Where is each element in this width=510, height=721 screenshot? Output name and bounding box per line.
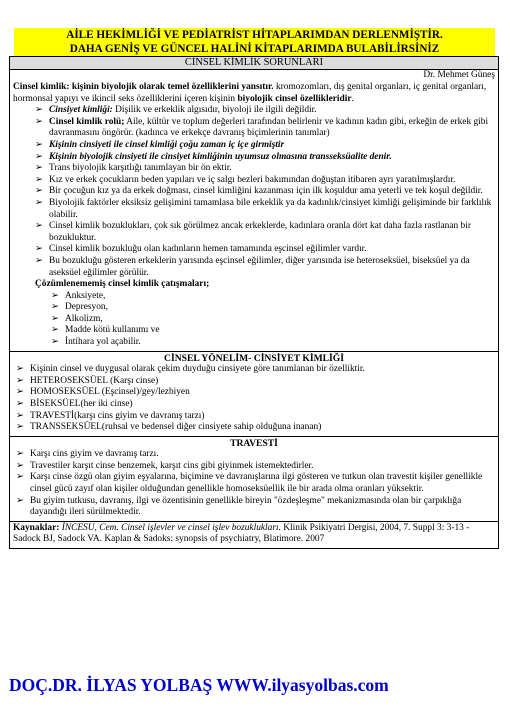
banner-line-1: AİLE HEKİMLİĞİ VE PEDİATRİST HİTAPLARIMDAN DERLENMİŞTİR. <box>66 29 443 41</box>
arrow-bullet-icon: ➢ <box>51 290 59 301</box>
arrow-bullet-icon: ➢ <box>35 197 43 208</box>
list-item <box>13 175 495 187</box>
list-item <box>13 449 495 461</box>
item-text: Travestiler karşıt cinse benzemek, karşıt cins gibi giyinmek istemektedirler. <box>30 460 314 471</box>
item-text: Bu giyim tutkusu, davranış, ilgi ve özentisinin genellikle bireyin "özdeşleşme" mekanizmasında olan bir çarpıklığa dayandığı ileri sürülmektedir. <box>30 495 462 518</box>
arrow-bullet-icon: ➢ <box>16 410 24 421</box>
sources-label: Kaynaklar: <box>13 522 60 533</box>
author-name: Dr. Mehmet Güneş <box>423 70 495 80</box>
arrow-bullet-icon: ➢ <box>51 302 59 313</box>
arrow-bullet-icon: ➢ <box>16 364 24 375</box>
list-item <box>13 105 495 117</box>
item-text: Biyolojik faktörler eksiksiz gelişimini tamamlasa bile erkeklik ya da kadınlık/cinsiyet kimliği gelişiminde bir farklılık olabilir. <box>49 197 492 220</box>
item-text: Alkolizm, <box>65 313 103 324</box>
arrow-bullet-icon: ➢ <box>35 116 43 127</box>
item-text: Karşı cinse özgü olan giyim eşyalarına, biçimine ve davranışlarına ilgi gösteren ve tutkun olan travestit kişiler genellikle cinsel gücü zayıf olan kişiler olduğundan genellikle homoseksüellik ile bir arada olma oranları yüksektir. <box>30 472 483 494</box>
item-text: Kişinin cinsel ve duygusal olarak çekim duyduğu cinsiyete göre tanımlanan bir özelliktir. <box>30 364 365 375</box>
item-text: Karşı cins giyim ve davranış tarzı. <box>30 449 159 460</box>
conflicts-title: Çözümlenememiş cinsel kimlik çatışmaları; <box>35 279 210 290</box>
sources-row <box>10 522 498 548</box>
item-text: Kız ve erkek çocukların beden yapıları ve iç salgı bezleri bakımından doğuştan itibaren ayrı yaratılmışlardır. <box>49 174 456 185</box>
sources-text: Klinik Psikiyatri Dergisi, 2004, 7. Suppl 3: 3-13 - Sadock BJ, Sadock VA. Kaplan & Sadoks: synopsis of psychiatry, Blatimore. 2007 <box>13 522 470 545</box>
list-item <box>13 244 495 256</box>
arrow-bullet-icon: ➢ <box>35 151 43 162</box>
list-item <box>13 256 495 279</box>
item-text: Dişilik ve erkeklik algısıdır, biyoloji ile ilgili değildir. <box>112 105 317 116</box>
section1-body <box>10 70 498 352</box>
section-title-travesti: TRAVESTİ <box>230 437 278 449</box>
arrow-bullet-icon: ➢ <box>35 139 43 150</box>
header-banner <box>14 28 495 56</box>
item-bold: Cinsiyet kimliği: <box>49 105 113 116</box>
list-item <box>13 496 495 519</box>
arrow-bullet-icon: ➢ <box>16 387 24 398</box>
arrow-bullet-icon: ➢ <box>16 449 24 460</box>
list-item <box>13 221 495 244</box>
section1-content <box>10 81 498 351</box>
section3-list <box>13 449 495 519</box>
arrow-bullet-icon: ➢ <box>16 398 24 409</box>
item-text: Anksiyete, <box>65 290 106 301</box>
section2-list <box>13 364 495 434</box>
list-item <box>13 387 495 399</box>
list-item <box>13 461 495 473</box>
item-text: İntihara yol açabilir. <box>65 337 141 348</box>
list-item <box>13 422 495 434</box>
arrow-bullet-icon: ➢ <box>51 313 59 324</box>
arrow-bullet-icon: ➢ <box>35 105 43 116</box>
list-item <box>13 325 495 337</box>
intro-text: kromozomları, dış genital organları, iç genital organları, hormonsal yapıyı ve ikincil seks özelliklerini içeren kişinin <box>13 82 487 104</box>
section-title-cinsel-kimlik: CİNSEL KİMLİK SORUNLARI <box>10 57 498 70</box>
arrow-bullet-icon: ➢ <box>35 163 43 174</box>
arrow-bullet-icon: ➢ <box>51 337 59 348</box>
arrow-bullet-icon: ➢ <box>16 375 24 386</box>
item-text: TRAVESTİ(karşı cins giyim ve davranış tarzı) <box>30 410 205 421</box>
item-text: BİSEKSÜEL(her iki cinse) <box>30 398 133 409</box>
list-item <box>13 314 495 326</box>
list-item <box>13 364 495 376</box>
arrow-bullet-icon: ➢ <box>35 174 43 185</box>
section2-body <box>10 352 498 437</box>
intro-paragraph <box>13 82 495 105</box>
list-item <box>13 411 495 423</box>
item-text: Madde kötü kullanımı ve <box>65 325 160 336</box>
intro-bold: Cinsel kimlik: kişinin biyolojik olarak temel özelliklerini yansıtır. <box>13 82 274 92</box>
list-item <box>13 302 495 314</box>
banner-line-2: DAHA GENİŞ VE GÜNCEL HALİNİ KİTAPLARIMDA BULABİLİRSİNİZ <box>69 43 440 55</box>
arrow-bullet-icon: ➢ <box>16 460 24 471</box>
intro-end: . <box>351 93 354 104</box>
arrow-bullet-icon: ➢ <box>35 186 43 197</box>
item-text: Bir çocuğun kız ya da erkek doğması, cinsel kimliğini kazanması için ilk koşuldur ama yeterli ve tek koşul değildir. <box>49 186 483 197</box>
item-text: Kişinin biyolojik cinsiyeti ile cinsiyet kimliğinin uyumsuz olmasına transseksüalite denir. <box>49 151 392 162</box>
list-item <box>13 163 495 175</box>
sources-italic: İNCESU, Cem. Cinsel işlevler ve cinsel işlev bozuklukları. <box>59 522 281 533</box>
arrow-bullet-icon: ➢ <box>35 221 43 232</box>
arrow-bullet-icon: ➢ <box>16 495 24 506</box>
item-text: TRANSSEKSÜEL(ruhsal ve bedensel diğer cinsiyete sahip olduğuna inanan) <box>30 422 322 433</box>
item-text: HETEROSEKSÜEL (Karşı cinse) <box>30 375 159 386</box>
list-item <box>13 337 495 349</box>
list-item <box>13 117 495 140</box>
arrow-bullet-icon: ➢ <box>16 472 24 483</box>
conflicts-list <box>13 291 495 349</box>
list-item <box>13 198 495 221</box>
footer-signature: DOÇ.DR. İLYAS YOLBAŞ WWW.ilyasyolbas.com <box>9 675 389 695</box>
item-text: Cinsel kimlik bozuklukları, çok sık görülmez ancak erkeklerde, kadınlara oranla dört kat daha fazla rastlanan bir bozukluktur. <box>49 221 471 243</box>
item-bold: Cinsel kimlik rolü; <box>49 116 125 127</box>
section-title-cinsel-yonelim: CİNSEL YÖNELİM- CİNSİYET KİMLİĞİ <box>164 352 344 364</box>
list-item <box>13 140 495 152</box>
content-table <box>9 56 499 549</box>
list-item <box>13 472 495 495</box>
list-item <box>13 152 495 164</box>
item-text: Cinsel kimlik bozukluğu olan kadınların hemen tamamında eşcinsel eğilimler vardır. <box>49 244 367 255</box>
item-text: Kişinin cinsiyeti ile cinsel kimliği çoğu zaman iç içe girmiştir <box>49 139 285 150</box>
arrow-bullet-icon: ➢ <box>35 255 43 266</box>
list-item <box>13 376 495 388</box>
arrow-bullet-icon: ➢ <box>35 244 43 255</box>
section3-body <box>10 437 498 522</box>
section1-list <box>13 105 495 279</box>
list-item <box>13 291 495 303</box>
item-text: Depresyon, <box>65 302 108 313</box>
arrow-bullet-icon: ➢ <box>16 422 24 433</box>
list-item <box>13 186 495 198</box>
item-text: Aile, kültür ve toplum değerleri tarafından belirlenir ve kadının kadın gibi, erkeğin de erkek gibi davranmasını öngörür. (kadınca ve erkekçe davranış biçimlerinin tanımlar) <box>49 116 489 139</box>
intro-bold-2: biyolojik cinsel özellikleridir <box>237 93 352 104</box>
item-text: HOMOSEKSÜEL (Eşcinsel)/gey/lezbiyen <box>30 387 190 398</box>
list-item <box>13 399 495 411</box>
arrow-bullet-icon: ➢ <box>51 325 59 336</box>
item-text: Bu bozukluğu gösteren erkeklerin yarısında eşcinsel eğilimler, diğer yarısında ise heteroseksüel, biseksüel ya da aseksüel eğilimler görülür. <box>49 255 470 278</box>
item-text: Trans biyolojik karşıtlığı tanımlayan bir ön ektir. <box>49 163 232 174</box>
